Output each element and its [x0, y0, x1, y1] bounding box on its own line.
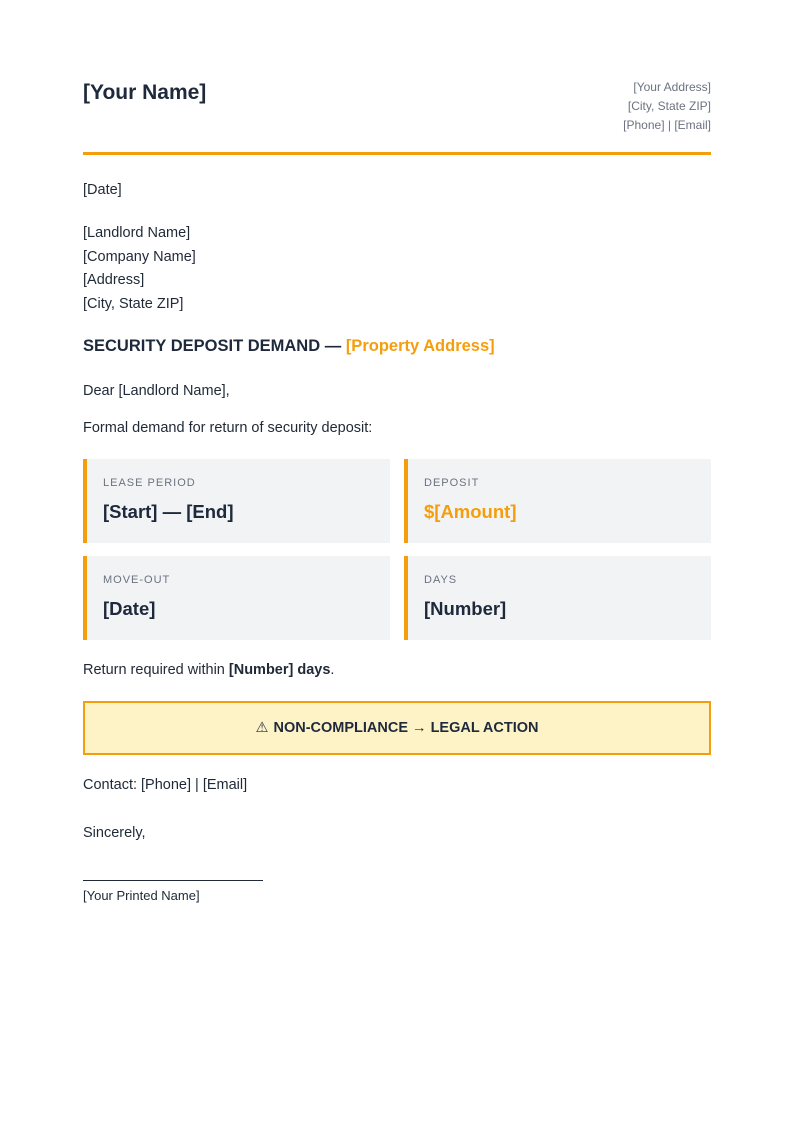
letter-date: [Date]	[83, 182, 122, 198]
card-label: LEASE PERIOD	[103, 477, 196, 489]
subject-line	[83, 336, 495, 356]
salutation: Dear [Landlord Name],	[83, 383, 230, 399]
sender-contact-block	[623, 78, 711, 135]
card-label: DEPOSIT	[424, 477, 480, 489]
letterhead	[83, 78, 711, 138]
recipient-company: [Company Name]	[83, 248, 196, 265]
recipient-block	[83, 222, 196, 316]
card-move-out	[83, 556, 390, 640]
card-value: [Number]	[424, 598, 507, 619]
header-divider	[83, 152, 711, 155]
card-days	[404, 556, 711, 640]
recipient-name: [Landlord Name]	[83, 225, 191, 241]
sender-city-state-zip: [City, State ZIP]	[627, 99, 711, 113]
warning-text: NON-COMPLIANCE → LEGAL ACTION	[273, 720, 539, 736]
card-label: MOVE-OUT	[103, 574, 171, 586]
card-value: [Start] — [End]	[103, 501, 234, 522]
return-notice-days: [Number] days	[228, 662, 331, 678]
warning-icon: ⚠	[255, 720, 269, 736]
card-value: $[Amount]	[424, 501, 517, 522]
subject-property: [Property Address]	[345, 337, 495, 355]
subject-prefix: SECURITY DEPOSIT DEMAND —	[83, 337, 346, 355]
sender-address: [Your Address]	[633, 80, 711, 94]
return-notice-prefix: Return required within	[83, 662, 229, 678]
closing: Sincerely,	[83, 825, 146, 841]
card-value: [Date]	[103, 598, 156, 619]
card-deposit	[404, 459, 711, 543]
card-lease-period	[83, 459, 390, 543]
recipient-city-state-zip: [City, State ZIP]	[83, 295, 184, 312]
return-notice-suffix: .	[330, 662, 335, 678]
recipient-address: [Address]	[83, 272, 145, 288]
legal-warning-banner	[83, 701, 711, 755]
contact-line: Contact: [Phone] | [Email]	[83, 777, 248, 793]
return-notice	[83, 661, 334, 679]
printed-name: [Your Printed Name]	[83, 888, 200, 903]
intro-text: Formal demand for return of security deposit:	[83, 420, 373, 436]
sender-name: [Your Name]	[83, 81, 207, 104]
signature-line	[83, 880, 263, 881]
sender-phone-email: [Phone] | [Email]	[623, 118, 711, 132]
card-label: DAYS	[424, 574, 458, 586]
